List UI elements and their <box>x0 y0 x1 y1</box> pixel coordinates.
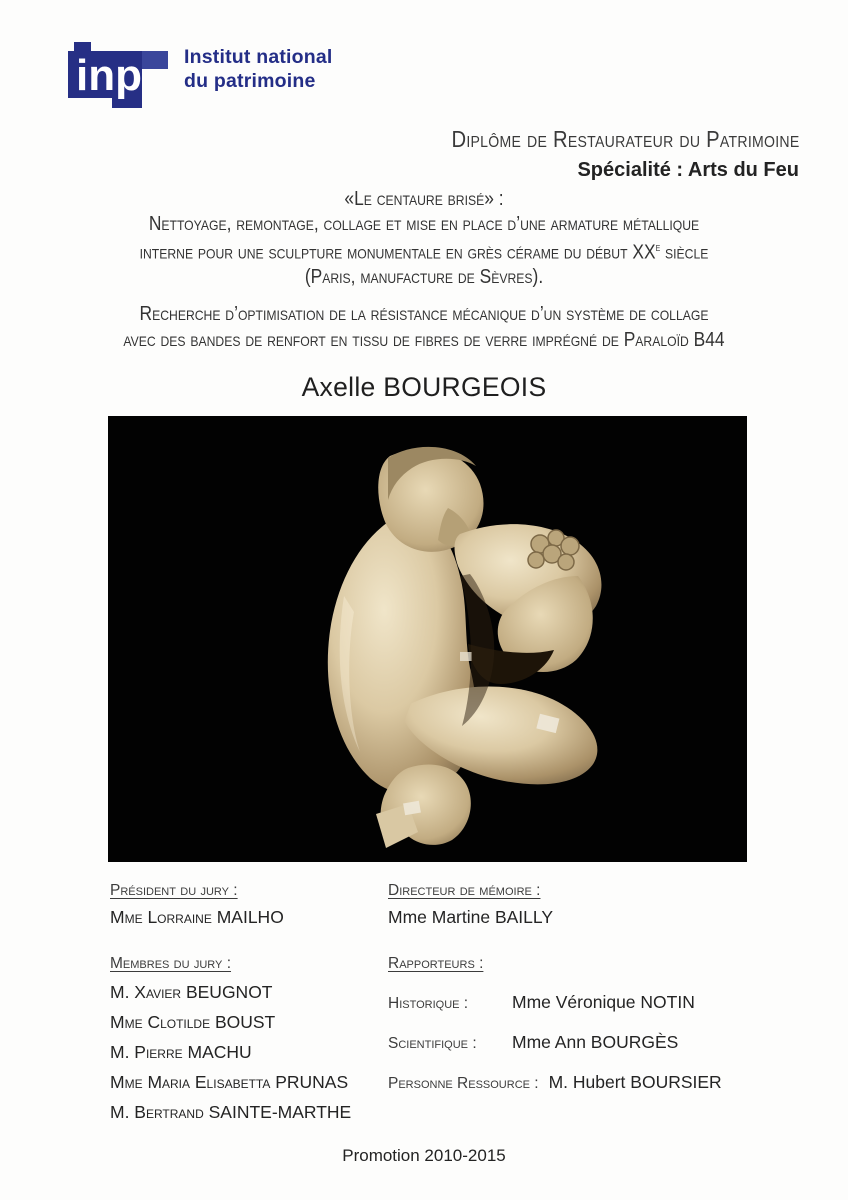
jury-left-column <box>110 882 351 1123</box>
title-line-1: «Le centaure brisé» : <box>344 188 504 210</box>
jury-member: Mme Clotilde BOUST <box>110 1012 276 1032</box>
author-name: Axelle BOURGEOIS <box>301 372 547 402</box>
title-line-4: (Paris, manufacture de Sèvres). <box>304 266 544 289</box>
jury-member: Mme Maria Elisabetta PRUNAS <box>110 1072 349 1092</box>
institution-name: Institut national du patrimoine <box>184 46 333 92</box>
rapporteur-label: Historique : <box>388 995 469 1012</box>
president-label: Président du jury : <box>110 882 238 899</box>
jury-member: M. Bertrand SAINTE-MARTHE <box>110 1102 352 1122</box>
main-title <box>0 187 848 290</box>
jury-member: M. Pierre MACHU <box>110 1042 252 1062</box>
rapporteur-name: Mme Ann BOURGÈS <box>512 1032 679 1052</box>
inp-logo <box>68 42 333 108</box>
research-subtitle <box>0 301 848 353</box>
sculpture-photo <box>108 416 747 862</box>
president-name: Mme Lorraine MAILHO <box>110 907 284 927</box>
diploma-title: Diplôme de Restaurateur du Patrimoine <box>450 126 799 152</box>
rapporteur-label: Personne Ressource : <box>388 1075 539 1092</box>
rapporteur-label: Scientifique : <box>388 1035 477 1052</box>
title-line-2: Nettoyage, remontage, collage et mise en place d’une armature métallique <box>148 212 700 235</box>
members-label: Membres du jury : <box>110 955 232 972</box>
specialty: Spécialité : Arts du Feu <box>577 159 799 181</box>
jury-right-column <box>388 882 722 1093</box>
inp-logo-acronym: inp <box>76 51 142 100</box>
rapporteurs-label: Rapporteurs : <box>388 955 484 972</box>
rapporteur-row <box>388 1072 722 1093</box>
jury-member: M. Xavier BEUGNOT <box>110 982 273 1002</box>
rapporteur-row <box>388 992 722 1013</box>
rapporteur-name: M. Hubert BOURSIER <box>548 1072 722 1092</box>
subtitle-line-2: avec des bandes de renfort en tissu de fibres de verre imprégné de Paraloïd B44 <box>123 329 725 351</box>
director-name: Mme Martine BAILLY <box>388 907 554 927</box>
director-label: Directeur de mémoire : <box>388 882 541 899</box>
rapporteur-row <box>388 1032 722 1053</box>
rapporteur-name: Mme Véronique NOTIN <box>512 992 695 1012</box>
title-line-3: interne pour une sculpture monumentale en grès cérame du début XXe siècle <box>139 241 709 264</box>
document-header <box>404 126 799 182</box>
inp-logo-icon <box>68 42 168 108</box>
promotion-footer: Promotion 2010-2015 <box>342 1146 506 1165</box>
subtitle-line-1: Recherche d’optimisation de la résistance mécanique d’un système de collage <box>139 303 709 325</box>
